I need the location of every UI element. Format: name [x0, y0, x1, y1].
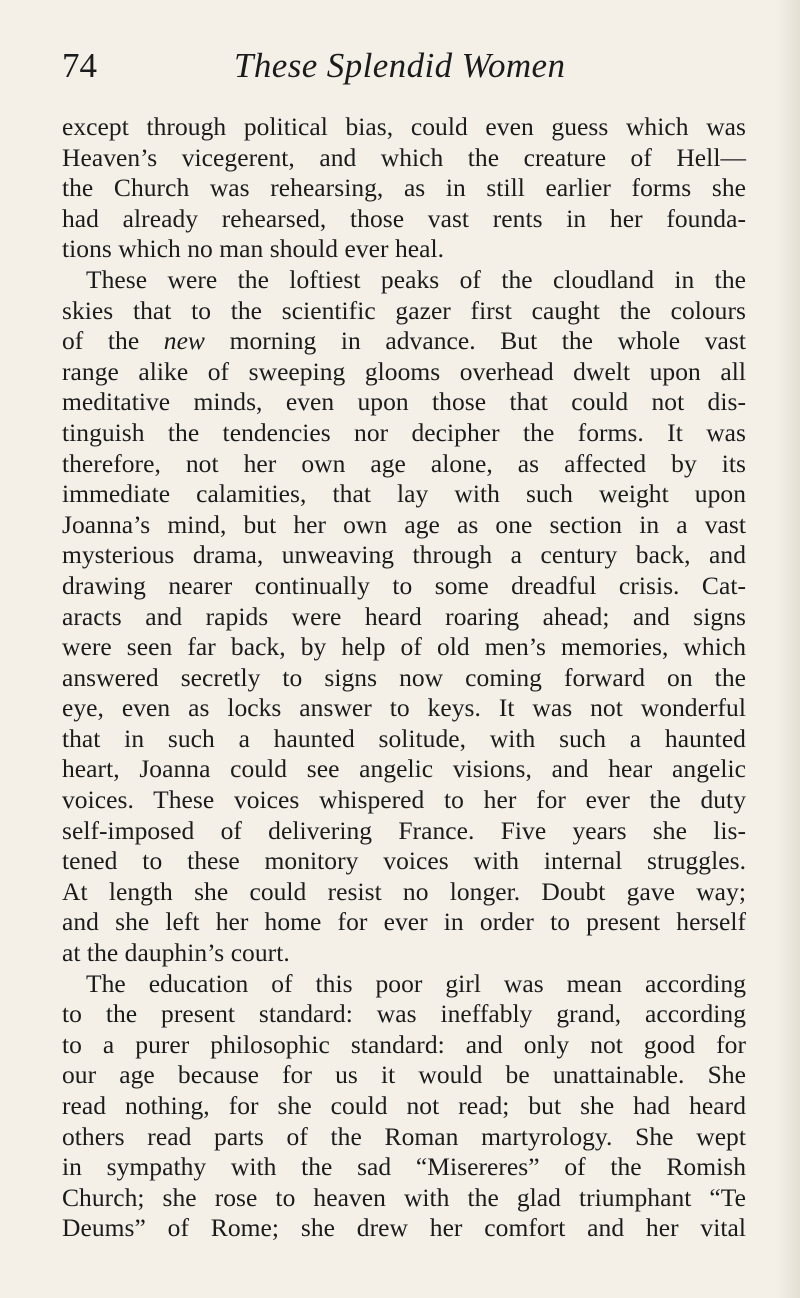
text-line: At length she could resist no longer. Doubt gave way; — [62, 876, 746, 906]
text-line: others read parts of the Roman martyrology. She wept — [62, 1121, 746, 1151]
text-line: that in such a haunted solitude, with such a haunted — [62, 723, 746, 753]
text-line: and she left her home for ever in order to present herself — [62, 907, 746, 937]
text-line: our age because for us it would be unattainable. She — [62, 1060, 746, 1090]
text-line: Church; she rose to heaven with the glad triumphant “Te — [62, 1182, 746, 1212]
page-edge-shadow — [776, 0, 800, 1298]
text-line: meditative minds, even upon those that could not dis- — [62, 387, 746, 417]
text-line: Heaven’s vicegerent, and which the creature of Hell— — [62, 142, 746, 172]
text-line: skies that to the scientific gazer first caught the colours — [62, 295, 746, 325]
text-line: mysterious drama, unweaving through a century back, and — [62, 540, 746, 570]
text-line: eye, even as locks answer to keys. It was not wonderful — [62, 693, 746, 723]
text-line: except through political bias, could even guess which was — [62, 112, 746, 141]
text-line: immediate calamities, that lay with such weight upon — [62, 479, 746, 509]
text-line: These were the loftiest peaks of the cloudland in the — [86, 264, 746, 294]
text-line: tions which no man should ever heal. — [62, 234, 445, 264]
text-line: Deums” of Rome; she drew her comfort and her vital — [62, 1213, 746, 1243]
text-line: were seen far back, by help of old men’s memories, which — [62, 632, 746, 662]
text-line: aracts and rapids were heard roaring ahead; and signs — [62, 601, 746, 631]
text-fragment: morning in advance. But the whole vast — [229, 326, 746, 356]
body-text — [62, 112, 746, 1244]
page-number: 74 — [62, 46, 97, 85]
page-header — [62, 46, 742, 96]
text-line-with-italic — [62, 326, 746, 357]
text-fragment: of the — [62, 326, 140, 356]
text-line: answered secretly to signs now coming forward on the — [62, 662, 746, 692]
text-line: in sympathy with the sad “Misereres” of the Romish — [62, 1152, 746, 1182]
text-line: heart, Joanna could see angelic visions, and hear angelic — [62, 754, 746, 784]
text-line: tinguish the tendencies nor decipher the forms. It was — [62, 417, 746, 447]
text-line: tened to these monitory voices with internal struggles. — [62, 846, 746, 876]
italic-word: new — [163, 326, 205, 356]
text-line: The education of this poor girl was mean according — [86, 968, 746, 998]
text-line: at the dauphin’s court. — [62, 938, 290, 968]
text-line: drawing nearer continually to some dreadful crisis. Cat- — [62, 570, 746, 600]
text-line: to a purer philosophic standard: and only not good for — [62, 1029, 746, 1059]
text-line: Joanna’s mind, but her own age as one section in a vast — [62, 509, 746, 539]
text-line: self-imposed of delivering France. Five years she lis- — [62, 815, 746, 845]
text-line: to the present standard: was ineffably grand, according — [62, 999, 746, 1029]
text-line: the Church was rehearsing, as in still earlier forms she — [62, 173, 746, 203]
running-title: These Splendid Women — [234, 46, 566, 85]
text-line: range alike of sweeping glooms overhead dwelt upon all — [62, 356, 746, 386]
text-line: had already rehearsed, those vast rents in her founda- — [62, 203, 746, 233]
text-line: therefore, not her own age alone, as affected by its — [62, 448, 746, 478]
text-line: voices. These voices whispered to her for ever the duty — [62, 785, 746, 815]
text-line: read nothing, for she could not read; but she had heard — [62, 1091, 746, 1120]
